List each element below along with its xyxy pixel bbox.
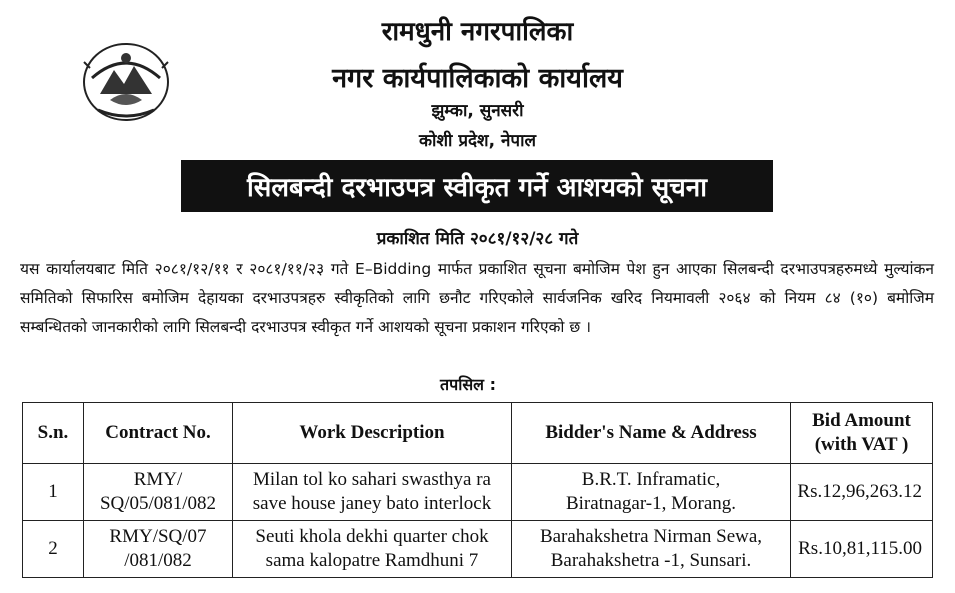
contract-line: /081/082 xyxy=(124,550,192,571)
table-header-row xyxy=(23,403,933,464)
column-header xyxy=(791,403,933,464)
contract-line: RMY/SQ/07 xyxy=(109,526,207,547)
notice-title-banner xyxy=(181,160,773,212)
bid-table xyxy=(22,402,933,578)
cell-amount: Rs.12,96,263.12 xyxy=(791,464,933,521)
work-line: Milan tol ko sahari swasthya ra xyxy=(253,469,491,490)
bidder-line: Barahakshetra Nirman Sewa, xyxy=(539,526,763,547)
municipality-name: रामधुनी नगरपालिका xyxy=(381,17,574,47)
table-row xyxy=(23,464,933,521)
notice-title: सिलबन्दी दरभाउपत्र स्वीकृत गर्ने आशयको सूचना xyxy=(247,173,707,203)
work-line: save house janey bato interlock xyxy=(252,493,492,514)
office-province: कोशी प्रदेश, नेपाल xyxy=(419,131,536,151)
office-name: नगर कार्यपालिकाको कार्यालय xyxy=(332,63,623,94)
office-location: झुम्का, सुनसरी xyxy=(431,101,524,121)
work-line: sama kalopatre Ramdhuni 7 xyxy=(265,550,479,571)
contract-line: SQ/05/081/082 xyxy=(99,493,217,514)
cell-sn: 2 xyxy=(23,521,84,578)
cell-bidder xyxy=(512,464,791,521)
cell-bidder xyxy=(512,521,791,578)
column-header: S.n. xyxy=(23,403,84,464)
column-header: Contract No. xyxy=(84,403,233,464)
bid-amount-header: Bid Amount (with VAT ) xyxy=(812,410,911,455)
published-date: प्रकाशित मिति २०८१/१२/२८ गते xyxy=(376,229,579,249)
cell-work xyxy=(233,521,512,578)
bidder-line: Biratnagar-1, Morang. xyxy=(565,493,737,514)
details-label: तपसिल : xyxy=(440,375,496,394)
table-row xyxy=(23,521,933,578)
cell-amount: Rs.10,81,115.00 xyxy=(791,521,933,578)
cell-work xyxy=(233,464,512,521)
notice-paragraph: यस कार्यालयबाट मिति २०८१/१२/११ र २०८१/११/२३ गते E–Bidding मार्फत प्रकाशित सूचना बमोजिम पेश हुन आएका सिलबन्दी दरभाउपत्रहरुमध्ये मुल्यांकन समितिको सिफारिस बमोजिम देहायका दरभाउपत्रहरु स्वीकृतिको लागि छनौट गरिएकोले सार्वजनिक खरिद नियमावली २०६४ को नियम ८४ (१०) बमोजिम सम्बन्धितको जानकारीको लागि सिलबन्दी दरभाउपत्र स्वीकृत गर्ने आशयको सूचना प्रकाशन गरिएको छ । xyxy=(20,260,934,336)
cell-contract xyxy=(84,521,233,578)
column-header: Bidder's Name & Address xyxy=(512,403,791,464)
column-header: Work Description xyxy=(233,403,512,464)
cell-sn: 1 xyxy=(23,464,84,521)
contract-line: RMY/ xyxy=(133,469,183,490)
work-line: Seuti khola dekhi quarter chok xyxy=(255,526,489,547)
bidder-line: Barahakshetra -1, Sunsari. xyxy=(550,550,752,571)
cell-contract xyxy=(84,464,233,521)
bidder-line: B.R.T. Inframatic, xyxy=(581,469,721,490)
